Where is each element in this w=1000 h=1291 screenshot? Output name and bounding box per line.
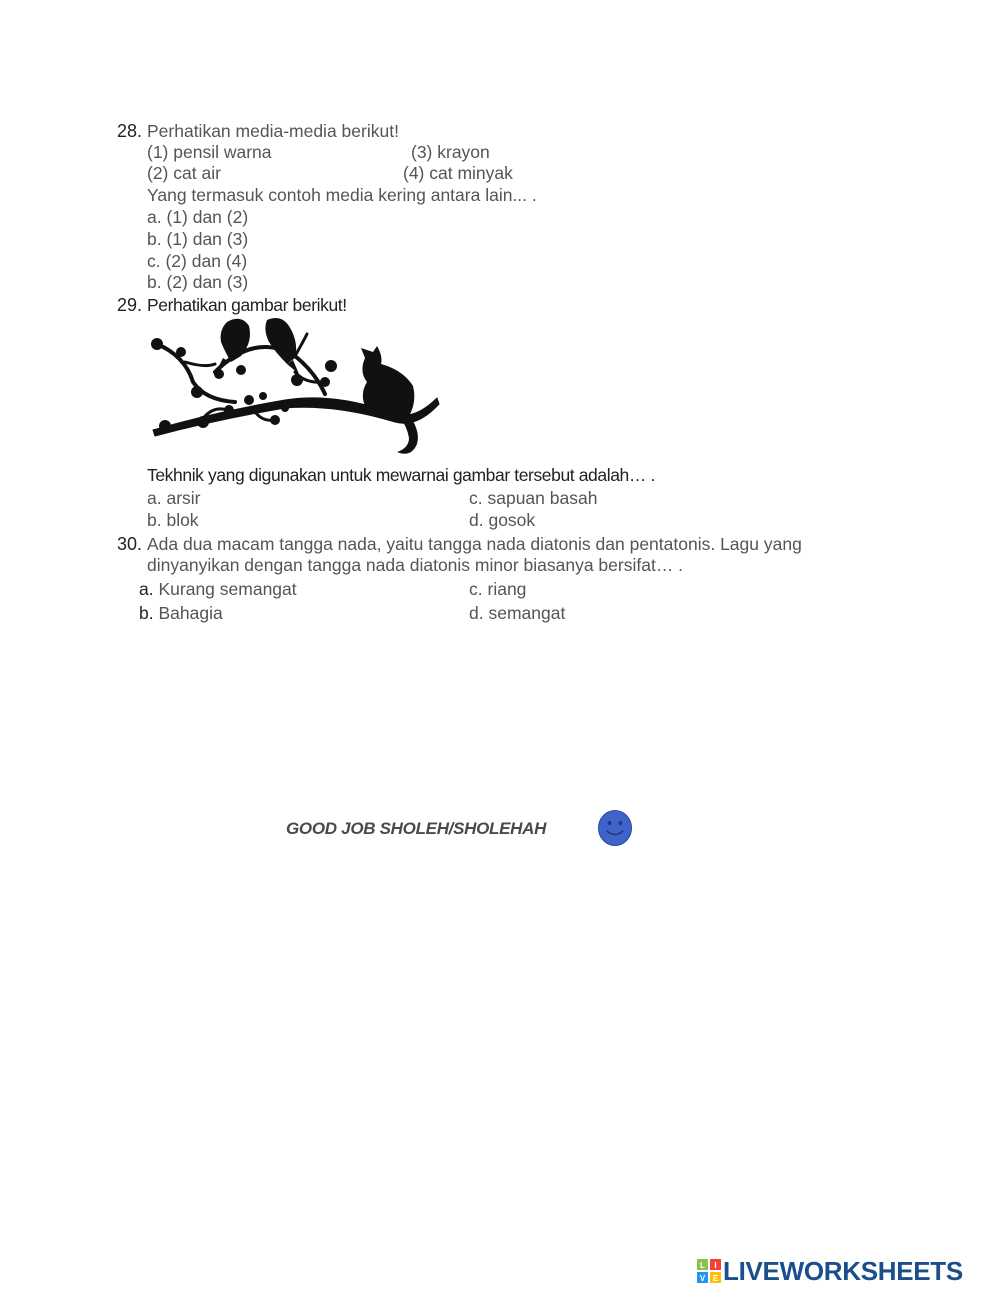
q28-option-a[interactable]: a. (1) dan (2) [147,207,249,227]
q30-option-c-text: riang [487,579,527,599]
q28-item-2: (2) cat air [147,163,221,183]
q30-option-a[interactable] [139,579,297,600]
q28-option-c[interactable]: c. (2) dan (4) [147,251,248,271]
q30-option-d[interactable] [469,603,565,624]
liveworksheets-brand[interactable] [697,1256,963,1286]
q30-option-a-text: Kurang semangat [158,579,297,599]
q28-item-3: (3) krayon [411,142,490,162]
q29-number: 29. [117,295,143,315]
q30-option-d-letter: d. [469,603,484,623]
q30-option-b-text: Bahagia [158,603,223,623]
q30-option-c[interactable] [469,579,526,600]
q28-option-d[interactable]: b. (2) dan (3) [147,272,249,292]
q28-item-4: (4) cat minyak [403,163,513,183]
q30-option-c-letter: c. [469,579,483,599]
svg-text:L: L [700,1261,705,1270]
q28-prompt: Perhatikan media-media berikut! [147,121,399,141]
q30-question-line-2: dinyanyikan dengan tangga nada diatonis minor biasanya bersifat… . [147,555,684,575]
svg-text:E: E [712,1274,719,1283]
q29-option-a[interactable]: a. arsir [147,488,201,508]
q30-question-line-1: Ada dua macam tangga nada, yaitu tangga nada diatonis dan pentatonis. Lagu yang [147,534,802,554]
q28-number: 28. [117,121,143,141]
q30-option-b-letter: b. [139,603,154,623]
q28-option-b[interactable]: b. (1) dan (3) [147,229,249,249]
q28-question: Yang termasuk contoh media kering antara lain... . [147,185,537,205]
q29-option-c[interactable]: c. sapuan basah [469,488,598,508]
q30-option-b[interactable] [139,603,223,624]
svg-text:V: V [699,1274,706,1283]
closing-message: GOOD JOB SHOLEH/SHOLEHAH [286,819,547,838]
svg-text:I: I [714,1261,717,1270]
liveworksheets-logo-icon [697,1259,721,1283]
birds-cat-branch-illustration [145,312,441,460]
smiley-face-icon [597,809,633,847]
brand-name: LIVEWORKSHEETS [723,1255,963,1286]
q30-number: 30. [117,534,143,554]
q30-option-d-text: semangat [488,603,566,623]
q28-item-1: (1) pensil warna [147,142,272,162]
q29-option-d[interactable]: d. gosok [469,510,536,530]
q29-option-b[interactable]: b. blok [147,510,199,530]
q30-option-a-letter: a. [139,579,154,599]
q29-question: Tekhnik yang digunakan untuk mewarnai gambar tersebut adalah… . [147,465,655,485]
q29-prompt: Perhatikan gambar berikut! [147,295,347,315]
